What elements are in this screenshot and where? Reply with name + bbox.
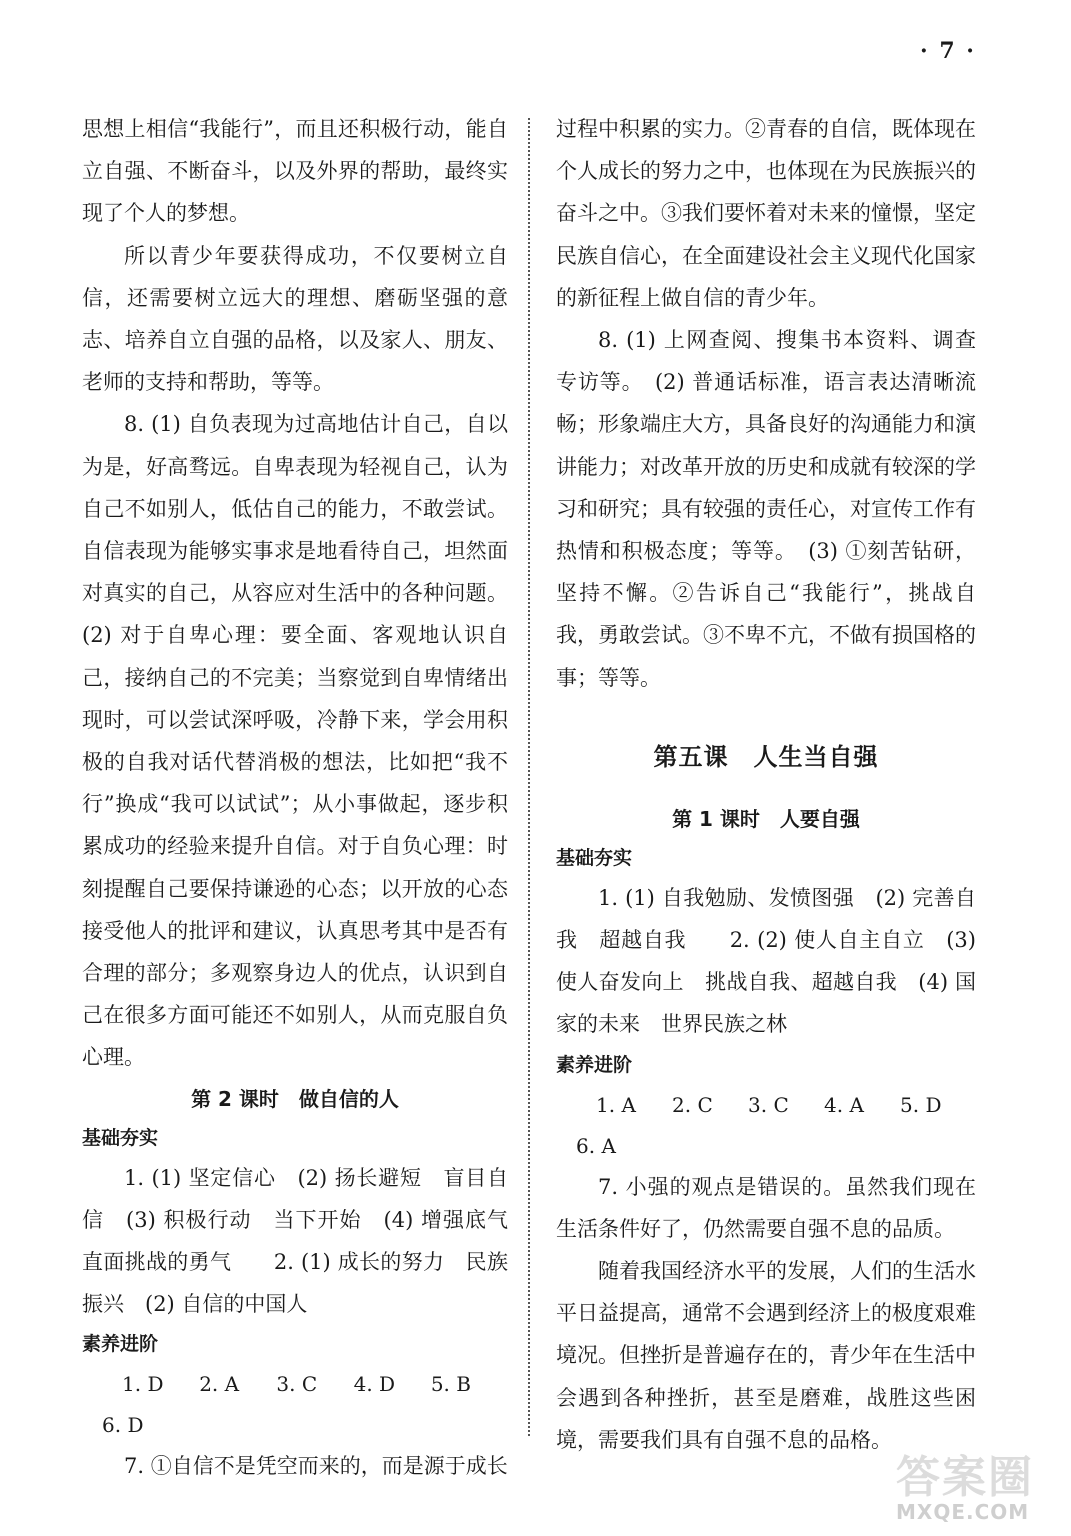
left-choice-answers bbox=[82, 1363, 508, 1405]
right-paragraph-conclusion: 随着我国经济水平的发展，人们的生活水平日益提高，通常不会遇到经济上的极度艰难境况。但挫折是普遍存在的，青少年在生活中会遇到各种挫折，甚至是磨难，战胜这些困境，需要我们具有自强不息的品格。 bbox=[556, 1259, 976, 1452]
right-choice-answers bbox=[556, 1084, 976, 1126]
left-paragraph-1: 思想上相信“我能行”，而且还积极行动，能自立自强、不断奋斗，以及外界的帮助，最终实现了个人的梦想。 bbox=[82, 117, 508, 226]
left-basics-heading: 基础夯实 bbox=[82, 1126, 159, 1149]
left-advanced-heading: 素养进阶 bbox=[82, 1333, 159, 1356]
right-answer-5: 5. D bbox=[900, 1092, 942, 1117]
lesson-title: 第五课 人生当自强 bbox=[653, 742, 879, 771]
right-paragraph-1: 过程中积累的实力。②青春的自信，既体现在个人成长的努力之中，也体现在为民族振兴的奋斗之中。③我们要怀着对未来的憧憬，坚定民族自信心，在全面建设社会主义现代化国家的新征程上做自信的青少年。 bbox=[556, 117, 976, 310]
left-basics-answers: 1. (1) 坚定信心 (2) 扬长避短 盲目自信 (3) 积极行动 当下开始 (4) 增强底气 直面挑战的勇气 2. (1) 成长的努力 民族振兴 (2) 自信的中国人 bbox=[82, 1165, 529, 1317]
watermark-text: 答案圈 bbox=[896, 1452, 1034, 1503]
watermark-logo bbox=[896, 1452, 1056, 1525]
right-question-7: 7. 小强的观点是错误的。虽然我们现在生活条件好了，仍然需要自强不息的品质。 bbox=[556, 1174, 976, 1241]
page-number: · 7 · bbox=[920, 38, 976, 64]
left-answer-4: 4. D bbox=[353, 1372, 396, 1397]
left-answer-2: 2. A bbox=[199, 1372, 240, 1397]
watermark-url: MXQE.COM bbox=[896, 1500, 1030, 1524]
right-period-title: 第 1 课时 人要自强 bbox=[672, 806, 860, 831]
left-answer-5: 5. B bbox=[430, 1372, 471, 1397]
right-advanced-heading: 素养进阶 bbox=[556, 1053, 633, 1076]
left-answer-1: 1. D bbox=[122, 1372, 164, 1397]
column-divider bbox=[528, 118, 530, 1436]
right-answer-4: 4. A bbox=[824, 1092, 864, 1117]
right-answer-3: 3. C bbox=[748, 1092, 789, 1117]
left-question-7: 7. ①自信不是凭空而来的，而是源于成长 bbox=[124, 1454, 508, 1479]
right-question-8: 8. (1) 上网查阅、搜集书本资料、调查专访等。 (2) 普通话标准，语言表达清晰流畅；形象端庄大方，具备良好的沟通能力和演讲能力；对改革开放的历史和成就有较深的学习和研究；具有较强的责任心，对宣传工作有热情和积极态度；等等。 (3) ①刻苦钻研，坚持不懈。②告诉自己“我能行”，挑战自我，勇敢尝试。③不卑不亢，不做有损国格的事；等等。 bbox=[556, 328, 976, 690]
left-question-8: 8. (1) 自负表现为过高地估计自己，自以为是，好高骛远。自卑表现为轻视自己，认为自己不如别人，低估自己的能力，不敢尝试。自信表现为能够实事求是地看待自己，坦然面对真实的自己，从容应对生活中的各种问题。 (2) 对于自卑心理：要全面、客观地认识自己，接纳自己的不完美；当察觉到自卑情绪出现时，可以尝试深呼吸，冷静下来，学会用积极的自我对话代替消极的想法，比如把“我不行”换成“我可以试试”；从小事做起，逐步积累成功的经验来提升自信。对于自负心理：时刻提醒自己要保持谦逊的心态；以开放的心态接受他人的批评和建议，认真思考其中是否有合理的部分；多观察身边人的优点，认识到自己在很多方面可能还不如别人，从而克服自负心理。 bbox=[82, 412, 508, 1070]
right-basics-heading: 基础夯实 bbox=[556, 846, 633, 869]
left-answer-3: 3. C bbox=[276, 1372, 318, 1397]
right-answer-6: 6. A bbox=[576, 1133, 616, 1158]
left-paragraph-2: 所以青少年要获得成功，不仅要树立自信，还需要树立远大的理想、磨砺坚强的意志、培养自立自强的品格，以及家人、朋友、老师的支持和帮助，等等。 bbox=[82, 243, 508, 395]
left-answer-6: 6. D bbox=[102, 1413, 144, 1438]
right-answer-2: 2. C bbox=[672, 1092, 713, 1117]
right-basics-answers: 1. (1) 自我勉励、发愤图强 (2) 完善自我 超越自我 2. (2) 使人自主自立 (3) 使人奋发向上 挑战自我、超越自我 (4) 国家的未来 世界民族之林 bbox=[556, 885, 976, 1037]
left-period-title: 第 2 课时 做自信的人 bbox=[191, 1086, 399, 1111]
left-column bbox=[82, 108, 529, 1488]
right-answer-1: 1. A bbox=[596, 1092, 636, 1117]
right-column bbox=[556, 108, 976, 1461]
